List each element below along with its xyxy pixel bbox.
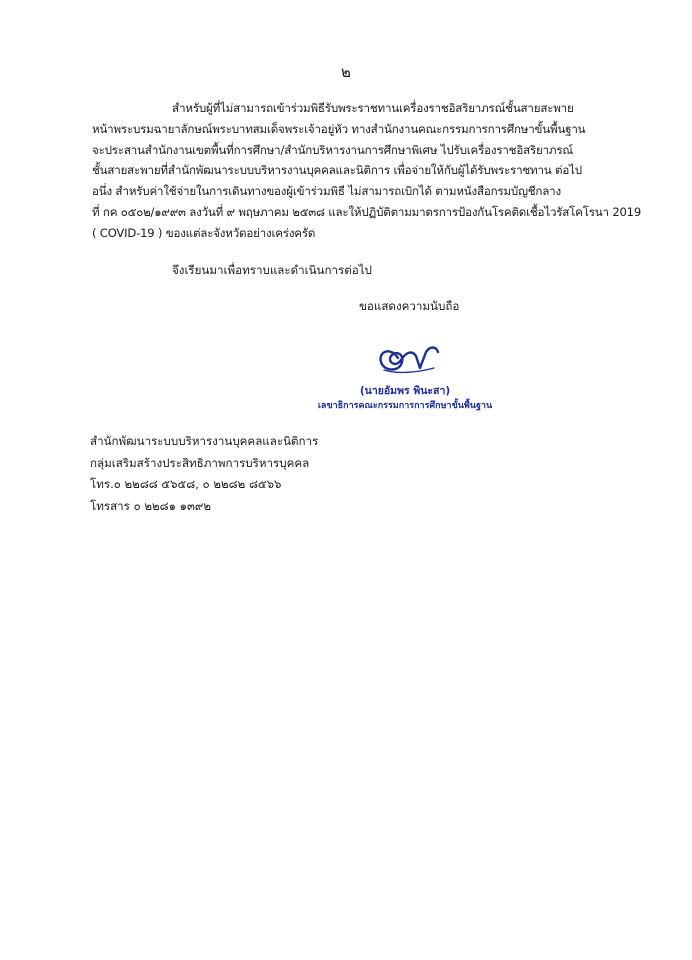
office-name: สำนักพัฒนาระบบบริหารงานบุคคลและนิติการ — [90, 434, 319, 448]
signer-name: (นายอัมพร พินะสา) — [359, 385, 451, 397]
handwritten-signature — [376, 340, 466, 376]
paragraph-line: หน้าพระบรมฉายาลักษณ์พระบาทสมเด็จพระเจ้าอยู่หัว ทางสำนักงานคณะกรรมการการศึกษาขั้นพื้นฐาน — [92, 121, 586, 136]
group-name: กลุ่มเสริมสร้างประสิทธิภาพการบริหารบุคคล — [90, 455, 310, 470]
paragraph-line: สำหรับผู้ที่ไม่สามารถเข้าร่วมพิธีรับพระราชทานเครื่องราชอิสริยาภรณ์ชั้นสายสะพาย — [172, 101, 574, 115]
closing-sentence: จึงเรียนมาเพื่อทราบและดำเนินการต่อไป — [172, 263, 372, 277]
contact-footer — [90, 431, 318, 517]
body-paragraph — [92, 98, 642, 244]
paragraph-line: ชั้นสายสะพายที่สำนักพัฒนาระบบบริหารงานบุคคลและนิติการ เพื่อจ่ายให้กับผู้ได้รับพระราชทาน ต่อไป — [92, 163, 582, 178]
phone-number: โทร.๐ ๒๒๘๘ ๕๖๕๘, ๐ ๒๒๘๒ ๘๕๖๖ — [90, 477, 282, 491]
paragraph-line: ( COVID-19 ) ของแต่ละจังหวัดอย่างเคร่งครัด — [92, 225, 316, 240]
fax-number: โทรสาร ๐ ๒๒๘๑ ๑๓๙๒ — [90, 498, 212, 513]
paragraph-line: จะประสานสำนักงานเขตพื้นที่การศึกษา/สำนักบริหารงานการศึกษาพิเศษ ไปรับเครื่องราชอิสริยาภรณ์ — [92, 142, 573, 157]
paragraph-line: อนึ่ง สำหรับค่าใช้จ่ายในการเดินทางของผู้เข้าร่วมพิธี ไม่สามารถเบิกได้ ตามหนังสือกรมบัญชีกลาง — [92, 184, 561, 199]
signer-position: เลขาธิการคณะกรรมการการศึกษาขั้นพื้นฐาน — [317, 401, 493, 411]
paragraph-line: ที่ กค ๐๕๐๒/๑๙๙๓ ลงวันที่ ๙ พฤษภาคม ๒๕๓๘ และให้ปฏิบัติตามมาตรการป้องกันโรคติดเชื้อไวรัสโคโรนา 2019 — [92, 204, 642, 219]
regards-line: ขอแสดงความนับถือ — [359, 299, 460, 313]
page-number: ๒ — [341, 63, 351, 81]
